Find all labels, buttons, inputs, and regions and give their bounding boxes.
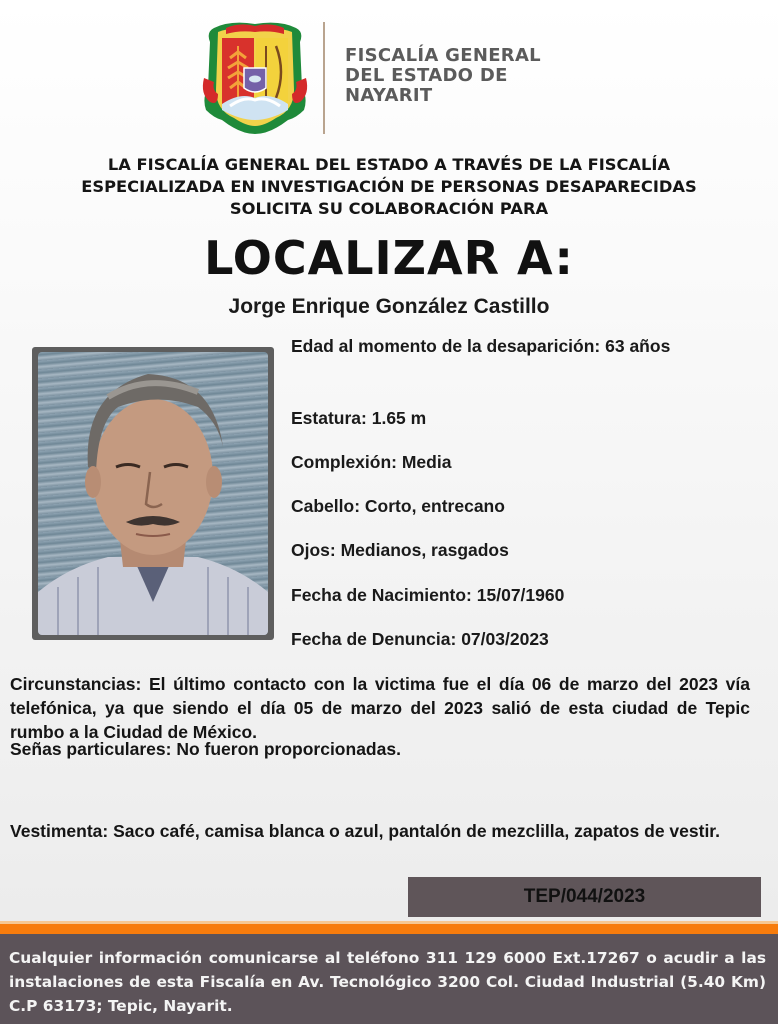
nayarit-coat-of-arms-icon (200, 18, 310, 136)
header (0, 16, 778, 141)
org-name-line: NAYARIT (345, 85, 433, 106)
org-name-line: DEL ESTADO DE (345, 65, 508, 86)
detail-value: Medianos, rasgados (340, 540, 509, 560)
circumstances-label: Circunstancias: (10, 674, 142, 694)
intro-line: ESPECIALIZADA EN INVESTIGACIÓN DE PERSONAS DESAPARECIDAS (81, 177, 697, 196)
detail-birth-date (291, 585, 564, 606)
page-title: LOCALIZAR A: (204, 231, 574, 285)
intro-line: SOLICITA SU COLABORACIÓN PARA (229, 199, 549, 218)
detail-build (291, 452, 451, 473)
detail-label: Ojos: (291, 540, 336, 560)
circumstances-paragraph (10, 672, 750, 744)
detail-value: 1.65 m (371, 408, 427, 428)
clothing-text: Saco café, camisa blanca o azul, pantalón de mezclilla, zapatos de vestir. (113, 821, 721, 841)
header-divider (323, 22, 325, 134)
detail-eyes (291, 540, 509, 561)
detail-label: Cabello: (291, 496, 361, 516)
intro-text (0, 154, 778, 220)
contact-footer (0, 934, 778, 1024)
org-name-line: FISCALÍA GENERAL (345, 45, 541, 66)
organization-name (345, 46, 541, 106)
detail-report-date (291, 629, 549, 650)
distinguishing-marks-label: Señas particulares: (10, 739, 172, 759)
detail-label: Fecha de Nacimiento: (291, 585, 472, 605)
person-photo-frame (32, 347, 274, 640)
detail-value: 15/07/1960 (476, 585, 565, 605)
clothing-label: Vestimenta: (10, 821, 109, 841)
detail-label: Estatura: (291, 408, 367, 428)
circumstances-text: El último contacto con la victima fue el día 06 de marzo del 2023 vía telefónica, ya que siendo el día 05 de marzo del 2023 salió de esta ciudad de Tepic rumbo a la Ciudad de México. (10, 674, 750, 742)
detail-hair (291, 496, 505, 517)
intro-line: LA FISCALÍA GENERAL DEL ESTADO A TRAVÉS DE LA FISCALÍA (107, 155, 671, 174)
detail-label: Complexión: (291, 452, 397, 472)
detail-value: 07/03/2023 (461, 629, 549, 649)
distinguishing-marks-paragraph (10, 739, 750, 759)
detail-height (291, 408, 426, 429)
clothing-paragraph (10, 818, 750, 844)
contact-info-text: Cualquier información comunicarse al teléfono 311 129 6000 Ext.17267 o acudir a las instalaciones de esta Fiscalía en Av. Tecnológico 3200 Col. Ciudad Industrial (5.40 Km) C.P 63173; Tepic, Nayarit. (9, 949, 766, 1015)
missing-person-name: Jorge Enrique González Castillo (228, 295, 550, 318)
detail-value: Media (401, 452, 452, 472)
distinguishing-marks-text: No fueron proporcionadas. (176, 739, 401, 759)
detail-label: Fecha de Denuncia: (291, 629, 457, 649)
detail-age (291, 336, 670, 357)
footer-accent-stripe (0, 924, 778, 934)
detail-label: Edad al momento de la desaparición: (291, 336, 601, 356)
case-number-badge: TEP/044/2023 (408, 877, 761, 917)
person-photo (38, 352, 268, 635)
detail-value: 63 años (605, 336, 671, 356)
detail-value: Corto, entrecano (364, 496, 505, 516)
